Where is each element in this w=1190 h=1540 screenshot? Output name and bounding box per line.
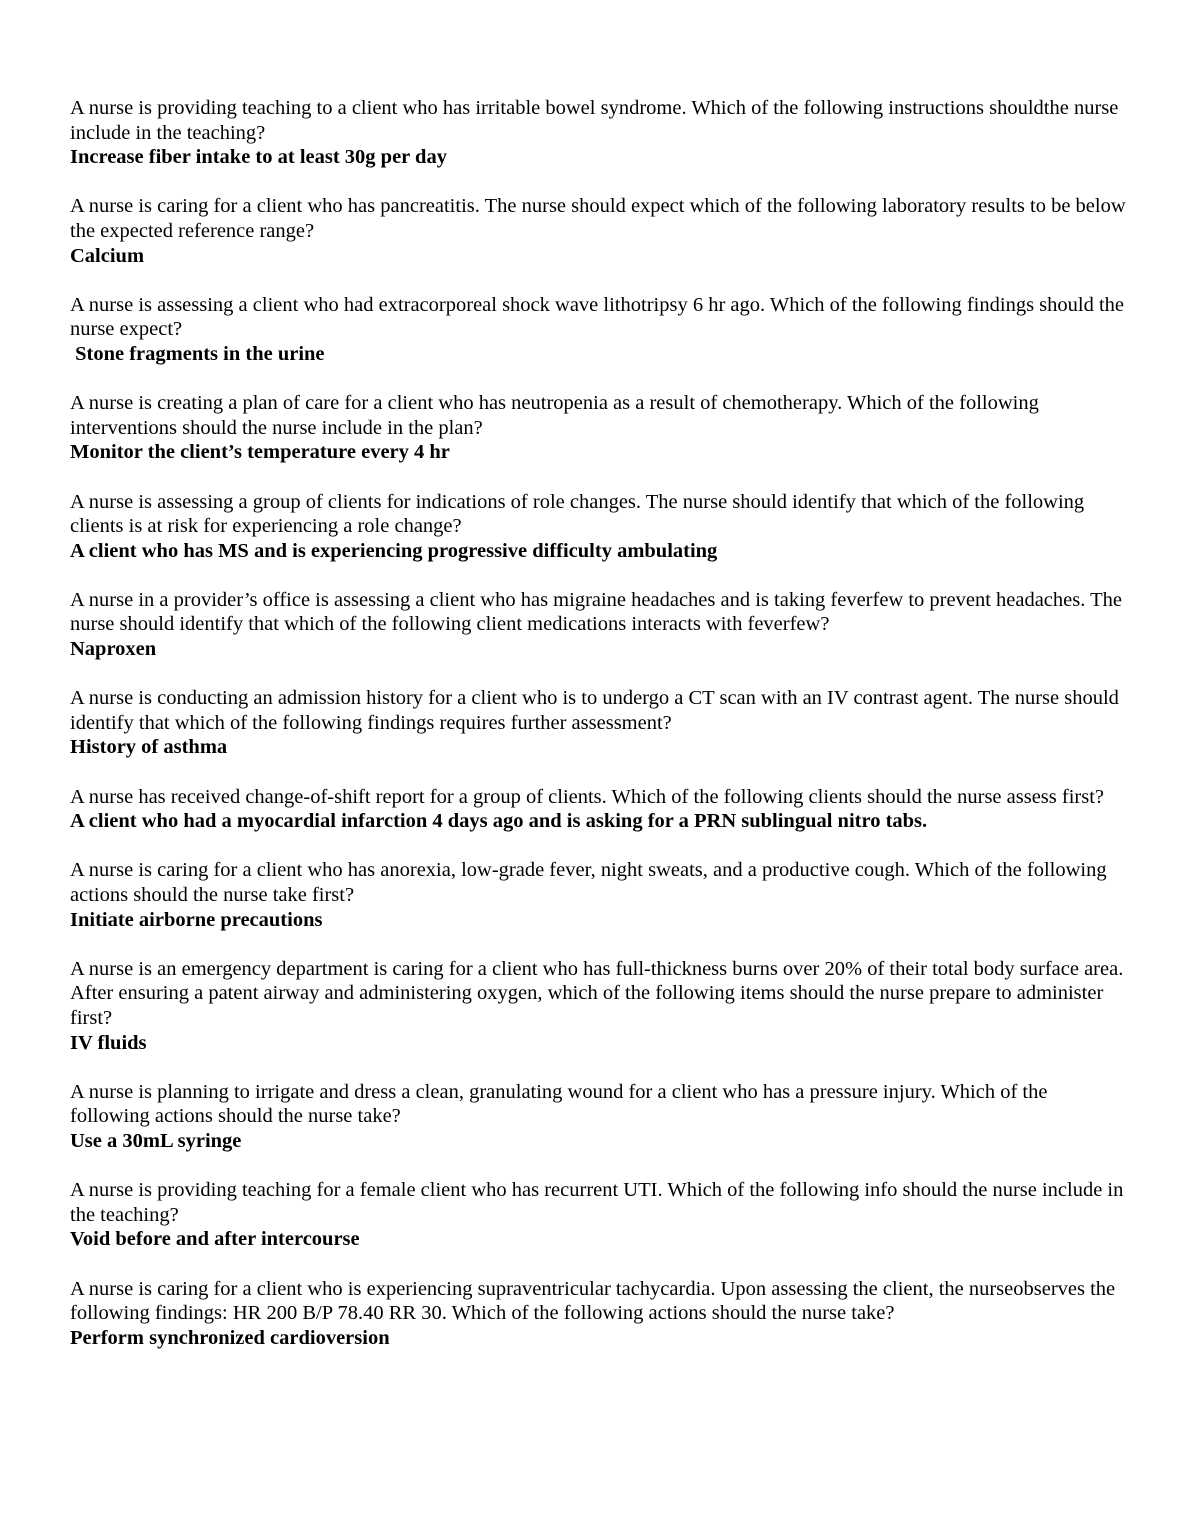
question-text: A nurse in a provider’s office is assessing a client who has migraine headaches and is taking feverfew to prevent headaches. The nurse should identify that which of the following client medications interacts with feverfew? (70, 588, 1122, 636)
question-text: A nurse is caring for a client who has anorexia, low-grade fever, night sweats, and a productive cough. Which of the following actions should the nurse take first? (70, 859, 1107, 906)
answer-text: A client who has MS and is experiencing progressive difficulty ambulating (70, 539, 718, 562)
answer-text: Naproxen (70, 638, 157, 661)
question-text: A nurse is creating a plan of care for a client who has neutropenia as a result of chemotherapy. Which of the following interventions should the nurse include in the plan? (70, 392, 1039, 439)
question-text: A nurse is an emergency department is caring for a client who has full-thickness burns over 20% of their total body surface area. After ensuring a patent airway and administering oxygen, which of the following items should the nurse prepare to administer first? (70, 957, 1124, 1029)
answer-text: Perform synchronized cardioversion (70, 1326, 390, 1349)
qa-item (70, 96, 1130, 170)
question-text: A nurse is caring for a client who is experiencing supraventricular tachycardia. Upon assessing the client, the nurseobserves the following findings: HR 200 B/P 78.40 RR 30. Which of the following actions should the nurse take? (70, 1277, 1116, 1325)
question-text: A nurse is conducting an admission history for a client who is to undergo a CT scan with an IV contrast agent. The nurse should identify that which of the following findings requires further assessment? (70, 687, 1119, 734)
qa-item (70, 785, 1130, 834)
answer-text: Stone fragments in the urine (70, 342, 325, 365)
question-text: A nurse is providing teaching to a client who has irritable bowel syndrome. Which of the following instructions shouldthe nurse include in the teaching? (70, 97, 1119, 144)
question-text: A nurse has received change-of-shift report for a group of clients. Which of the following clients should the nurse assess first? (70, 785, 1105, 808)
qa-item (70, 490, 1130, 564)
qa-item (70, 858, 1130, 932)
question-text: A nurse is planning to irrigate and dress a clean, granulating wound for a client who has a pressure injury. Which of the following actions should the nurse take? (70, 1080, 1048, 1128)
answer-text: IV fluids (70, 1031, 147, 1054)
question-text: A nurse is caring for a client who has pancreatitis. The nurse should expect which of the following laboratory results to be below the expected reference range? (70, 195, 1126, 242)
document-page (70, 96, 1130, 1375)
answer-text: Monitor the client’s temperature every 4 hr (70, 441, 450, 464)
question-text: A nurse is assessing a client who had extracorporeal shock wave lithotripsy 6 hr ago. Which of the following findings should the nurse expect? (70, 293, 1125, 341)
answer-text: Initiate airborne precautions (70, 908, 323, 931)
question-text: A nurse is providing teaching for a female client who has recurrent UTI. Which of the following info should the nurse include in the teaching? (70, 1179, 1124, 1226)
qa-item (70, 1277, 1130, 1351)
answer-text: A client who had a myocardial infarction 4 days ago and is asking for a PRN sublingual nitro tabs. (70, 810, 928, 833)
answer-text: Void before and after intercourse (70, 1228, 360, 1251)
answer-text: Increase fiber intake to at least 30g per day (70, 146, 447, 169)
qa-item (70, 957, 1130, 1055)
qa-item (70, 1080, 1130, 1154)
answer-text: History of asthma (70, 736, 228, 759)
qa-item (70, 1178, 1130, 1252)
qa-item (70, 588, 1130, 662)
question-text: A nurse is assessing a group of clients for indications of role changes. The nurse should identify that which of the following clients is at risk for experiencing a role change? (70, 490, 1085, 538)
answer-text: Calcium (70, 244, 145, 267)
qa-item (70, 686, 1130, 760)
qa-item (70, 194, 1130, 268)
answer-text: Use a 30mL syringe (70, 1129, 242, 1152)
qa-item (70, 391, 1130, 465)
qa-item (70, 293, 1130, 367)
